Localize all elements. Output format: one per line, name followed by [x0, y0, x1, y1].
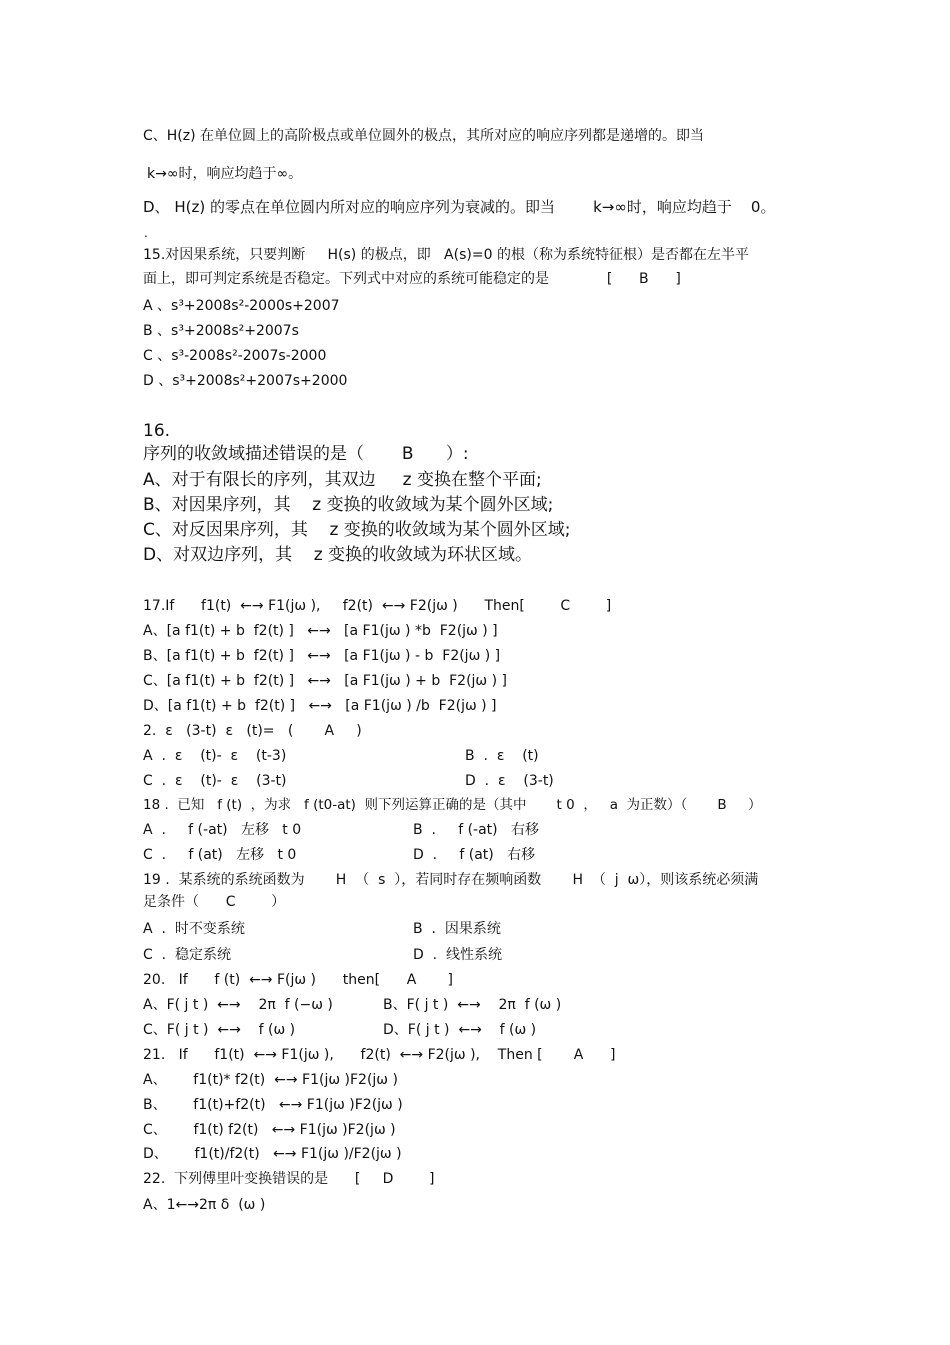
q21-option-d: D、 f1(t)/f2(t) ←→ F1(jω )/F2(jω ): [143, 1146, 402, 1162]
q2-option-b: B . ε (t): [465, 748, 539, 764]
q17-option-a: A、[a f1(t) + b f2(t) ] ←→ [a F1(jω ) *b F2(jω ) ]: [143, 623, 498, 639]
q18-option-b: B . f (-at) 右移: [413, 822, 539, 838]
q16-option-d: D、对双边序列，其 z 变换的收敛域为环状区域。: [143, 545, 533, 565]
q20-option-b: B、F( j t ) ←→ 2π f (ω ): [383, 997, 562, 1013]
q2-option-d: D . ε (3-t): [465, 773, 554, 789]
q17-option-b: B、[a f1(t) + b f2(t) ] ←→ [a F1(jω ) - b F2(jω ) ]: [143, 648, 501, 664]
q19-option-d: D . 线性系统: [413, 947, 503, 963]
q14-option-d: D、 H(z) 的零点在单位圆内所对应的响应序列为衰减的。即当 k→∞时，响应均趋于 0。: [143, 198, 776, 216]
q14-option-c-line2: k→∞时，响应均趋于∞。: [147, 166, 303, 182]
q17-option-d: D、[a f1(t) + b f2(t) ] ←→ [a F1(jω ) /b F2(jω ) ]: [143, 698, 497, 714]
q16-stem: 序列的收敛域描述错误的是（ B ）:: [143, 444, 469, 464]
q21-stem: 21. If f1(t) ←→ F1(jω ), f2(t) ←→ F2(jω ), Then [ A ]: [143, 1047, 616, 1063]
q20-option-c: C、F( j t ) ←→ f (ω ): [143, 1022, 296, 1038]
q16-number: 16.: [143, 421, 171, 441]
q2-option-a: A . ε (t)- ε (t-3): [143, 748, 287, 764]
q18-stem: 18 . 已知 f (t) ，为求 f (t0-at) 则下列运算正确的是（其中 t 0 ， a 为正数）（ B ）: [143, 797, 762, 813]
q19-option-b: B . 因果系统: [413, 921, 501, 937]
q19-stem-line2: 足条件（ C ）: [143, 894, 286, 910]
q21-option-b: B、 f1(t)+f2(t) ←→ F1(jω )F2(jω ): [143, 1097, 403, 1113]
q21-option-a: A、 f1(t)* f2(t) ←→ F1(jω )F2(jω ): [143, 1072, 398, 1088]
q22-stem: 22. 下列傅里叶变换错误的是 [ D ]: [143, 1171, 435, 1187]
q15-option-a: A 、s³+2008s²-2000s+2007: [143, 298, 340, 314]
q20-option-d: D、F( j t ) ←→ f (ω ): [383, 1022, 537, 1038]
q19-option-c: C . 稳定系统: [143, 947, 232, 963]
q18-option-d: D . f (at) 右移: [413, 847, 536, 863]
q15-stem-line2: 面上，即可判定系统是否稳定。下列式中对应的系统可能稳定的是 [ B ]: [143, 271, 681, 287]
q18-option-c: C . f (at) 左移 t 0: [143, 847, 297, 863]
q2-option-c: C . ε (t)- ε (3-t): [143, 773, 287, 789]
q15-stem-line1: 15.对因果系统，只要判断 H(s) 的极点，即 A(s)=0 的根（称为系统特征根）是否都在左半平: [143, 247, 749, 263]
q15-option-d: D 、s³+2008s²+2007s+2000: [143, 373, 348, 389]
q16-option-b: B、对因果序列，其 z 变换的收敛域为某个圆外区域;: [143, 495, 554, 515]
q15-option-b: B 、s³+2008s²+2007s: [143, 323, 299, 339]
q19-stem-line1: 19 . 某系统的系统函数为 H （ s ），若同时存在频响函数 H （ j ω），则该系统必须满: [143, 872, 759, 888]
q20-option-a: A、F( j t ) ←→ 2π f (−ω ): [143, 997, 333, 1013]
q16-option-a: A、对于有限长的序列，其双边 z 变换在整个平面;: [143, 470, 542, 490]
q15-option-c: C 、s³-2008s²-2007s-2000: [143, 348, 327, 364]
stray-dot: .: [144, 226, 148, 240]
q20-stem: 20. If f (t) ←→ F(jω ) then[ A ]: [143, 972, 453, 988]
q14-option-c-line1: C、H(z) 在单位圆上的高阶极点或单位圆外的极点，其所对应的响应序列都是递增的。即当: [143, 128, 705, 144]
q19-option-a: A . 时不变系统: [143, 921, 245, 937]
q17-option-c: C、[a f1(t) + b f2(t) ] ←→ [a F1(jω ) + b F2(jω ) ]: [143, 673, 507, 689]
q21-option-c: C、 f1(t) f2(t) ←→ F1(jω )F2(jω ): [143, 1122, 396, 1138]
q2-stem: 2. ε (3-t) ε (t)= ( A ): [143, 723, 362, 739]
q17-stem: 17.If f1(t) ←→ F1(jω ), f2(t) ←→ F2(jω ) Then[ C ]: [143, 598, 612, 614]
q22-option-a: A、1←→2π δ (ω ): [143, 1197, 266, 1213]
q16-option-c: C、对反因果序列，其 z 变换的收敛域为某个圆外区域;: [143, 520, 571, 540]
q18-option-a: A . f (-at) 左移 t 0: [143, 822, 302, 838]
